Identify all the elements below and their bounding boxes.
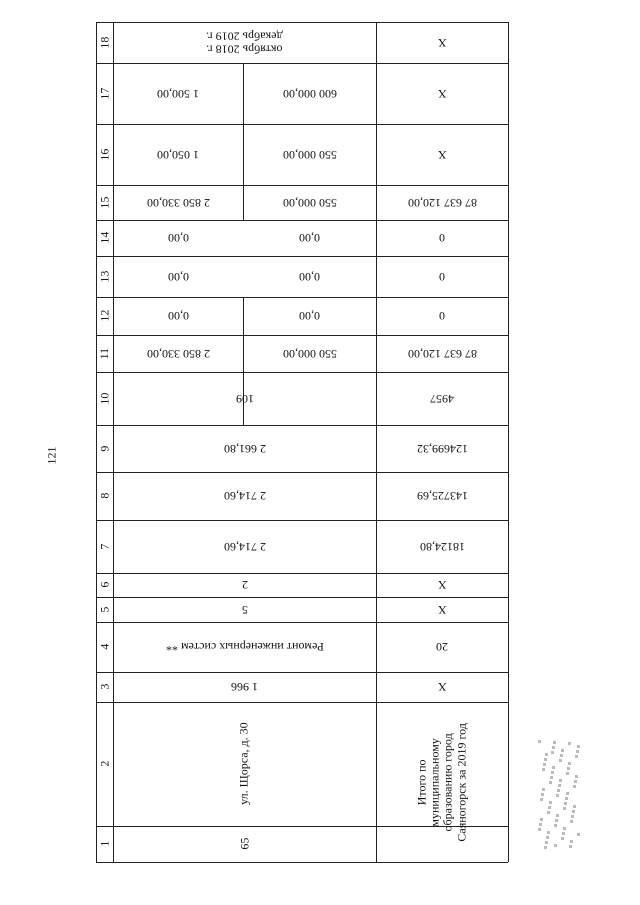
row1-col11-b-cell	[243, 335, 376, 372]
stamp-speck	[575, 755, 578, 758]
column-number-10: 10	[96, 392, 111, 405]
total-col16: X	[437, 148, 447, 163]
total-col11: 87 637 120,00	[407, 347, 477, 362]
stamp-speck	[542, 788, 545, 791]
stamp-speck	[544, 846, 547, 849]
stamp-speck	[568, 762, 571, 765]
stamp-speck	[570, 820, 573, 823]
row1-col3-cell	[113, 672, 376, 702]
row1-col6: 2	[241, 578, 248, 593]
row1-col16-b: 550 000,00	[282, 148, 337, 163]
column-number-9: 9	[96, 445, 111, 452]
total-col6-cell	[376, 573, 508, 597]
stamp-speck	[555, 819, 558, 822]
stamp-speck	[539, 823, 542, 826]
total-col8-cell	[376, 472, 508, 520]
stamp-speck	[556, 814, 559, 817]
column-number-15: 15	[96, 196, 111, 209]
stamp-speck	[560, 754, 563, 757]
stamp-speck	[576, 750, 579, 753]
row1-col15-a-cell	[113, 185, 243, 220]
stamp-speck	[554, 844, 557, 847]
row1-col12-b-cell	[243, 297, 376, 335]
stamp-speck	[568, 742, 571, 745]
stamp-speck	[565, 797, 568, 800]
column-number-1-cell	[96, 826, 113, 862]
column-number-12-cell	[96, 297, 113, 335]
row1-col9: 2 661,80	[223, 442, 266, 457]
total-label: Итого по муниципальному образованию город Саяногорск за 2019 год	[414, 722, 469, 842]
row1-col13-a-cell	[113, 256, 243, 297]
column-number-17: 17	[96, 87, 111, 100]
stamp-speck	[551, 771, 554, 774]
column-number-13-cell	[96, 256, 113, 297]
column-number-6-cell	[96, 573, 113, 597]
column-number-8: 8	[96, 493, 111, 499]
column-number-2-cell	[96, 702, 113, 826]
stamp-speck	[550, 776, 553, 779]
stamp-speck	[577, 745, 580, 748]
column-number-13: 13	[96, 270, 111, 283]
stamp-speck	[575, 775, 578, 778]
stamp-speck	[563, 807, 566, 810]
total-col18-cell	[376, 22, 508, 63]
total-col12-cell	[376, 297, 508, 335]
total-col4: 20	[436, 640, 448, 655]
column-number-8-cell	[96, 472, 113, 520]
column-number-11: 11	[96, 347, 111, 360]
total-col9-cell	[376, 425, 508, 472]
total-col17: X	[437, 87, 447, 102]
column-number-1: 1	[96, 841, 111, 847]
row1-col10-cell	[113, 372, 376, 425]
stamp-speck	[547, 811, 550, 814]
row-line-18	[96, 862, 508, 863]
stamp-speck	[552, 766, 555, 769]
stamp-speck	[564, 802, 567, 805]
row1-col7: 2 714,60	[223, 540, 266, 555]
row1-col14-b-cell	[243, 220, 376, 256]
stamp-speck	[561, 749, 564, 752]
row1-col6-cell	[113, 573, 376, 597]
stamp-speck	[542, 768, 545, 771]
row1-col8: 2 714,60	[223, 489, 266, 504]
stamp-speck	[552, 746, 555, 749]
row1-col12-b: 0,00	[299, 309, 320, 324]
stamp-speck	[549, 801, 552, 804]
column-number-3-cell	[96, 672, 113, 702]
total-col13: 0	[439, 270, 445, 285]
row1-col15-b: 550 000,00	[282, 196, 337, 211]
stamp-speck	[549, 781, 552, 784]
total-col18: X	[437, 36, 447, 51]
row1-col8-cell	[113, 472, 376, 520]
total-col8: 143725,69	[416, 489, 468, 504]
total-col9: 124699,32	[416, 442, 468, 457]
column-number-12: 12	[96, 310, 111, 322]
stamp-speck	[551, 751, 554, 754]
stamp-speck	[574, 780, 577, 783]
row1-col3: 1 966	[231, 680, 258, 695]
row1-col13-b: 0,00	[299, 270, 320, 285]
row1-work-type-cell	[113, 622, 376, 672]
row1-col7-cell	[113, 520, 376, 573]
total-col15: 87 637 120,00	[407, 196, 477, 211]
total-col11-cell	[376, 335, 508, 372]
stamp-speck	[548, 806, 551, 809]
row1-col13-a: 0,00	[167, 270, 189, 285]
stamp-speck	[571, 815, 574, 818]
stamp-speck	[562, 832, 565, 835]
row1-col13-b-cell	[243, 256, 376, 297]
total-col5: X	[437, 603, 447, 618]
stamp-speck	[546, 836, 549, 839]
total-col7: 18124,80	[419, 540, 465, 555]
row1-col11-a: 2 850 330,00	[146, 347, 210, 362]
row1-col17-a-cell	[113, 63, 243, 124]
total-col17-cell	[376, 63, 508, 124]
row1-col16-b-cell	[243, 124, 376, 185]
stamp-speck	[573, 805, 576, 808]
stamp-speck	[577, 833, 580, 836]
column-number-15-cell	[96, 185, 113, 220]
table-right-border	[508, 22, 509, 862]
column-number-16-cell	[96, 124, 113, 185]
row1-period-cell	[113, 22, 376, 63]
row1-col15-b-cell	[243, 185, 376, 220]
row1-col1: 65	[236, 838, 251, 850]
row1-address-cell	[113, 702, 376, 826]
stamp-speck	[545, 753, 548, 756]
total-col10-cell	[376, 372, 508, 425]
row1-address: ул. Щорса, д. 30	[236, 722, 251, 806]
stamp-speck	[559, 759, 562, 762]
row1-col17-b-cell	[243, 63, 376, 124]
row1-col1-cell	[113, 826, 376, 862]
row1-col12-a-cell	[113, 297, 243, 335]
row1-col14-a-cell	[113, 220, 243, 256]
row1-col10: 109	[235, 392, 254, 407]
total-label-cell	[376, 702, 508, 862]
stamp-speck	[556, 794, 559, 797]
row1-col11-b: 550 000,00	[282, 347, 337, 362]
stamp-speck	[559, 779, 562, 782]
row1-col12-a: 0,00	[167, 309, 189, 324]
total-col14-cell	[376, 220, 508, 256]
column-number-6: 6	[96, 582, 111, 588]
stamp-speck	[557, 789, 560, 792]
column-number-2: 2	[96, 761, 111, 767]
faint-stamp	[538, 740, 580, 850]
total-col12: 0	[439, 309, 445, 324]
column-number-16: 16	[96, 148, 111, 161]
total-col14: 0	[439, 231, 445, 246]
total-col6: X	[437, 578, 447, 593]
row1-col9-cell	[113, 425, 376, 472]
row1-work-type: Ремонт инженерных систем **	[165, 640, 324, 655]
stamp-speck	[547, 831, 550, 834]
column-number-5: 5	[96, 606, 111, 613]
column-number-3: 3	[96, 684, 111, 690]
stamp-speck	[567, 767, 570, 770]
column-number-7: 7	[96, 543, 111, 550]
stamp-speck	[545, 841, 548, 844]
total-col15-cell	[376, 185, 508, 220]
column-number-9-cell	[96, 425, 113, 472]
stamp-speck	[554, 824, 557, 827]
stamp-speck	[566, 792, 569, 795]
row1-period: октябрь 2018 г. декабрь 2019 г.	[206, 29, 283, 57]
column-number-5-cell	[96, 597, 113, 622]
column-number-4: 4	[96, 644, 111, 650]
stamp-speck	[573, 785, 576, 788]
column-number-4-cell	[96, 622, 113, 672]
column-number-18-cell	[96, 22, 113, 63]
stamp-speck	[566, 772, 569, 775]
row1-col15-a: 2 850 330,00	[146, 196, 210, 211]
stamp-speck	[538, 740, 541, 743]
column-number-18: 18	[96, 36, 111, 49]
column-number-14-cell	[96, 220, 113, 256]
stamp-speck	[561, 837, 564, 840]
row1-col14-a: 0,00	[167, 231, 189, 246]
column-number-7-cell	[96, 520, 113, 573]
stamp-speck	[543, 763, 546, 766]
column-number-10-cell	[96, 372, 113, 425]
total-col10: 4957	[430, 392, 454, 407]
stamp-speck	[544, 758, 547, 761]
stamp-speck	[541, 793, 544, 796]
stamp-speck	[538, 828, 541, 831]
row1-col5: 5	[241, 603, 248, 618]
row1-col16-a: 1 050,00	[157, 148, 199, 163]
total-col16-cell	[376, 124, 508, 185]
stamp-speck	[569, 845, 572, 848]
stamp-speck	[553, 741, 556, 744]
page-number: 121	[44, 446, 59, 465]
stamp-speck	[572, 810, 575, 813]
row1-col11-a-cell	[113, 335, 243, 372]
column-number-17-cell	[96, 63, 113, 124]
stamp-speck	[540, 818, 543, 821]
stamp-speck	[570, 840, 573, 843]
total-col3-cell	[376, 672, 508, 702]
total-col4-cell	[376, 622, 508, 672]
column-number-11-cell	[96, 335, 113, 372]
stamp-speck	[558, 784, 561, 787]
row1-col5-cell	[113, 597, 376, 622]
column-number-14: 14	[96, 232, 111, 244]
stamp-speck	[540, 798, 543, 801]
stamp-speck	[563, 827, 566, 830]
row1-col17-b: 600 000,00	[282, 87, 337, 102]
total-col3: X	[437, 680, 447, 695]
total-col5-cell	[376, 597, 508, 622]
row1-col16-a-cell	[113, 124, 243, 185]
row1-col14-b: 0,00	[299, 231, 320, 246]
total-col13-cell	[376, 256, 508, 297]
total-col7-cell	[376, 520, 508, 573]
row1-col17-a: 1 500,00	[157, 87, 199, 102]
